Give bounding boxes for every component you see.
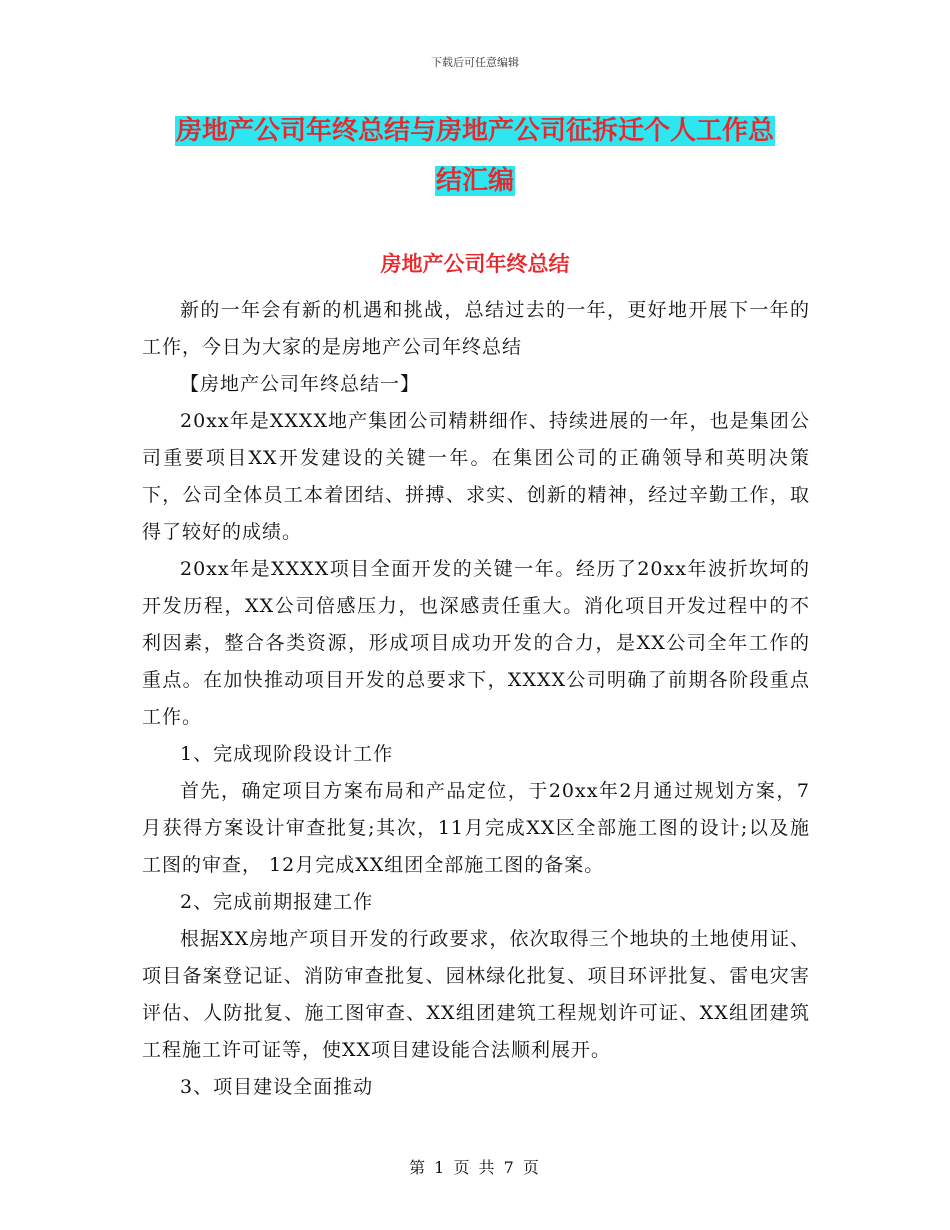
- paragraph: 2、完成前期报建工作: [180, 891, 374, 913]
- header-note: 下载后可任意编辑: [431, 56, 519, 69]
- document-body: [142, 292, 810, 1106]
- paragraph: 【房地产公司年终总结一】: [180, 373, 421, 395]
- page-footer: 第 1 页 共 7 页: [409, 1158, 541, 1177]
- section-title: 房地产公司年终总结: [380, 252, 570, 276]
- paragraph: 20xx年是XXXX地产集团公司精耕细作、持续进展的一年，也是集团公司重要项目XX开发建设的关键一年。在集团公司的正确领导和英明决策下，公司全体员工本着团结、拼搏、求实、创新的精神，经过辛勤工作，取得了较好的成绩。: [142, 410, 810, 543]
- paragraph: 3、项目建设全面推动: [180, 1076, 374, 1098]
- paragraph: 20xx年是XXXX项目全面开发的关键一年。经历了20xx年波折坎坷的开发历程，XX公司倍感压力，也深感责任重大。消化项目开发过程中的不利因素，整合各类资源，形成项目成功开发的合力，是XX公司全年工作的重点。在加快推动项目开发的总要求下，XXXX公司明确了前期各阶段重点工作。: [142, 558, 810, 728]
- paragraph: 根据XX房地产项目开发的行政要求，依次取得三个地块的土地使用证、项目备案登记证、消防审查批复、园林绿化批复、项目环评批复、雷电灾害评估、人防批复、施工图审查、XX组团建筑工程规划许可证、XX组团建筑工程施工许可证等，使XX项目建设能合法顺利展开。: [142, 928, 810, 1061]
- title-line-1: 房地产公司年终总结与房地产公司征拆迁个人工作总: [175, 116, 774, 146]
- title-line-2: 结汇编: [435, 166, 514, 196]
- document-title: [140, 106, 810, 206]
- paragraph: 1、完成现阶段设计工作: [180, 743, 394, 765]
- paragraph: 新的一年会有新的机遇和挑战，总结过去的一年，更好地开展下一年的工作，今日为大家的是房地产公司年终总结: [142, 299, 810, 358]
- paragraph: 首先，确定项目方案布局和产品定位，于20xx年2月通过规划方案，7月获得方案设计审查批复;其次，11月完成XX区全部施工图的设计;以及施工图的审查， 12月完成XX组团全部施工图的备案。: [142, 780, 810, 876]
